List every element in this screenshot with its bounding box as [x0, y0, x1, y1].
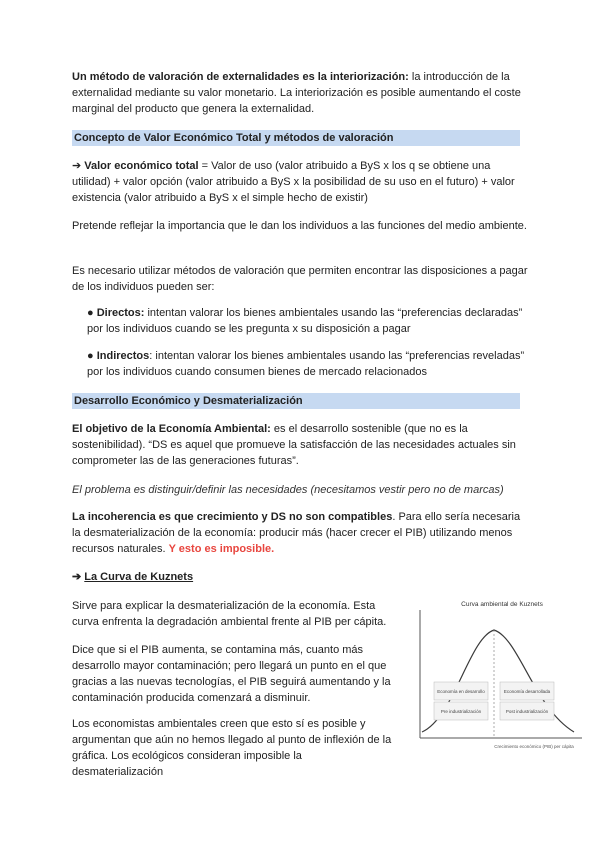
- paragraph-objetivo: [72, 421, 530, 469]
- paragraph-incoherencia: [72, 509, 530, 557]
- kuznets-p3: Los economistas ambientales creen que esto sí es posible y argumentan que aún no hemos llegado al punto de inflexión de la gráfica. Los ecológicos consideran imposible la desmaterialización: [72, 718, 392, 778]
- left-box-bottom-label: Pre industrialización: [440, 709, 482, 714]
- kuznets-figure: [414, 598, 586, 756]
- section-header-valor: Concepto de Valor Económico Total y métodos de valoración: [72, 130, 520, 146]
- arrow-icon: ➔: [72, 571, 85, 583]
- kuznets-p1: Sirve para explicar la desmaterialización de la economía. Esta curva enfrenta la degradación ambiental frente al PIB per cápita.: [72, 600, 387, 628]
- incoherencia-red: Y esto es imposible.: [168, 543, 275, 555]
- paragraph-problema: El problema es distinguir/definir las necesidades (necesitamos vestir pero no de marcas): [72, 484, 504, 496]
- bullet-indirectos-bold: ● Indirectos: [87, 350, 150, 362]
- intro-text: la introducción de la externalidad mediante su valor monetario. La interiorización es posible aumentando el coste marginal del producto que genera la externalidad.: [72, 71, 521, 115]
- arrow-icon: ➔: [72, 160, 85, 172]
- bullet-directos-text: intentan valorar los bienes ambientales usando las “preferencias declaradas” por los individuos cuando se les pregunta x su disposición a pagar: [87, 307, 523, 335]
- right-box-bottom-label: Post industrialización: [505, 709, 549, 714]
- right-box-top-label: Economía desarrollada: [503, 689, 551, 694]
- kuznets-title: La Curva de Kuznets: [84, 571, 194, 583]
- x-axis-label: Crecimiento económico (PIB) per cápita: [494, 744, 574, 749]
- vet-paragraph: [72, 158, 530, 206]
- incoherencia-bold: La incoherencia es que crecimiento y DS no son compatibles: [72, 511, 393, 523]
- section-header-desarrollo: Desarrollo Económico y Desmaterialización: [72, 393, 520, 409]
- intro-paragraph: [72, 69, 530, 117]
- objetivo-text: es el desarrollo sostenible (que no es la sostenibilidad). “DS es aquel que promueve la satisfacción de las necesidades actuales sin comprometer las de las generaciones futuras”.: [72, 423, 516, 467]
- objetivo-bold: El objetivo de la Economía Ambiental:: [72, 423, 271, 435]
- bullet-indirectos-text: : intentan valorar los bienes ambientales usando las “preferencias reveladas” por los individuos cuando consumen bienes de mercado relacionados: [87, 350, 525, 378]
- intro-bold: Un método de valoración de externalidades es la interiorización:: [72, 71, 409, 83]
- paragraph-metodos: Es necesario utilizar métodos de valoración que permiten encontrar las disposiciones a pagar de los individuos pueden ser:: [72, 265, 528, 293]
- incoherencia-text: . Para ello sería necesaria la desmaterialización de la economía: producir más (hacer crecer el PIB) utilizando menos recursos naturales.: [72, 511, 521, 555]
- kuznets-p2: Dice que si el PIB aumenta, se contamina más, cuanto más desarrollo mayor contaminación; pero llegará un punto en el que gracias a las nuevas tecnologías, el PIB seguirá aumentando y la contaminación producida comenzará a disminuir.: [72, 644, 391, 704]
- bullet-indirectos: [87, 348, 532, 380]
- kuznets-heading: [72, 569, 530, 585]
- vet-bold: Valor económico total: [84, 160, 199, 172]
- vet-text: = Valor de uso (valor atribuido a ByS x los q se obtiene una utilidad) + valor opción (valor atribuido a ByS x la posibilidad de su uso en el futuro) + valor existencia (valor atribuido a ByS x el simple hecho de existir): [72, 160, 515, 204]
- paragraph-importancia: Pretende reflejar la importancia que le dan los individuos a las funciones del medio ambiente.: [72, 220, 527, 232]
- bullet-directos-bold: ● Directos:: [87, 307, 145, 319]
- left-box-top-label: Economía en desarrollo: [437, 689, 485, 694]
- bullet-directos: [87, 305, 532, 337]
- figure-title: Curva ambiental de Kuznets: [461, 601, 543, 608]
